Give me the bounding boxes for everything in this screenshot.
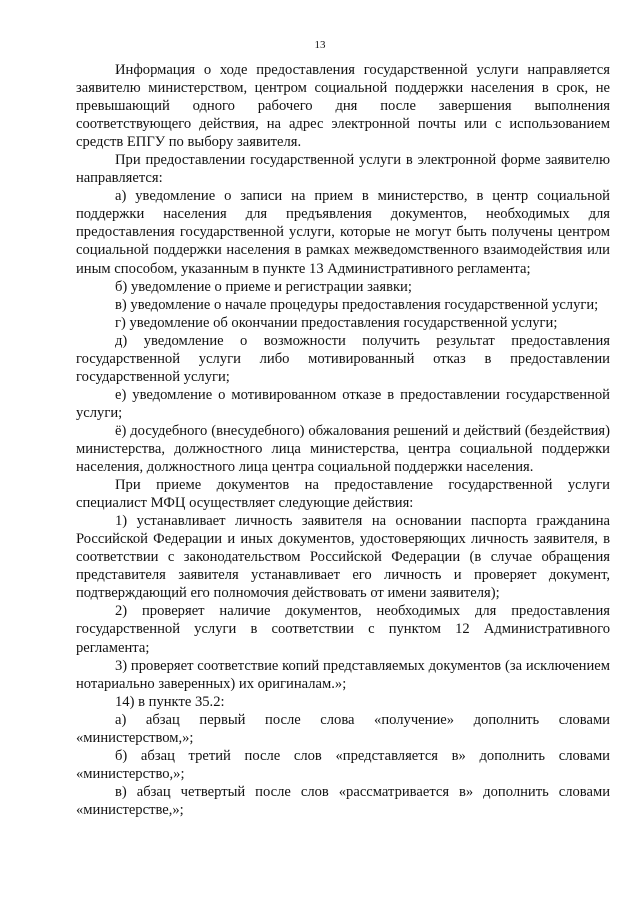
paragraph: Информация о ходе предоставления государственной услуги направляется заявителю министерством, центром социальной поддержки населения в срок, не превышающий одного рабочего дня после завершения выполнения соответствующего действия, на адрес электронной почты или с использованием средств ЕПГУ по выбору заявителя. <box>76 62 610 151</box>
paragraph: При приеме документов на предоставление государственной услуги специалист МФЦ осуществляет следующие действия: <box>76 477 610 512</box>
list-item: 3) проверяет соответствие копий представляемых документов (за исключением нотариально заверенных) их оригиналам.»; <box>76 657 610 692</box>
page-number: 13 <box>314 39 326 51</box>
list-item: б) уведомление о приеме и регистрации заявки; <box>115 278 412 295</box>
list-item: 2) проверяет наличие документов, необходимых для предоставления государственной услуги в соответствии с пунктом 12 Административного регламента; <box>76 603 610 656</box>
list-item: б) абзац третий после слов «представляется в» дополнить словами «министерство,»; <box>76 747 610 782</box>
list-item: в) абзац четвертый после слов «рассматривается в» дополнить словами «министерстве,»; <box>76 783 610 818</box>
paragraph: 14) в пункте 35.2: <box>115 693 225 710</box>
list-item: г) уведомление об окончании предоставления государственной услуги; <box>115 314 558 331</box>
list-item: а) уведомление о записи на прием в министерство, в центр социальной поддержки населения для предъявления документов, необходимых для предоставления государственной услуги, которые не могут быть получены центром социальной поддержки населения в рамках межведомственного взаимодействия или иным способом, указанным в пункте 13 Административного регламента; <box>76 188 610 277</box>
list-item: ё) досудебного (внесудебного) обжалования решений и действий (бездействия) министерства, должностного лица министерства, центра социальной поддержки населения, должностного лица центра социальной поддержки населения. <box>76 422 610 476</box>
list-item: д) уведомление о возможности получить результат предоставления государственной услуги либо мотивированный отказ в предоставлении государственной услуги; <box>76 332 610 385</box>
paragraph: При предоставлении государственной услуги в электронной форме заявителю направляется: <box>76 152 610 187</box>
list-item: в) уведомление о начале процедуры предоставления государственной услуги; <box>115 296 599 313</box>
list-item: а) абзац первый после слова «получение» дополнить словами «министерством,»; <box>76 711 610 746</box>
list-item: е) уведомление о мотивированном отказе в предоставлении государственной услуги; <box>76 386 610 421</box>
body-text <box>76 61 610 819</box>
list-item: 1) устанавливает личность заявителя на основании паспорта гражданина Российской Федерации и иных документов, удостоверяющих личность заявителя, в соответствии с законодательством Российской Федерации (в случае обращения представителя заявителя устанавливает его личность и проверяет документ, подтверждающий его полномочия действовать от имени заявителя); <box>76 513 610 602</box>
